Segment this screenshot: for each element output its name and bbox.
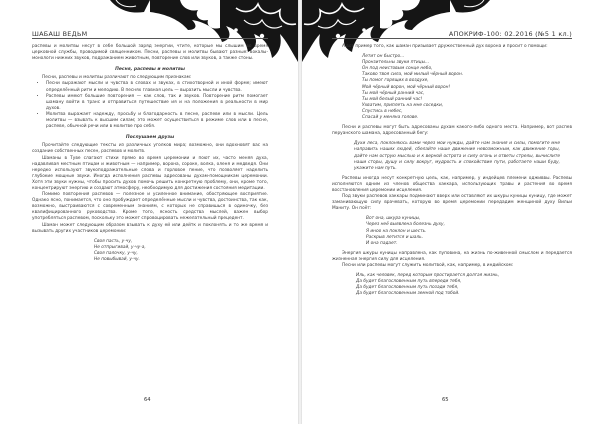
left-page — [0, 0, 298, 424]
verse-line: Через неё выявлена болезнь духу, — [366, 222, 445, 228]
verse-block — [362, 54, 572, 121]
header-rule — [32, 38, 268, 39]
verse-line: Он под неистовым сонце небо, — [362, 66, 433, 72]
verse-line: Я иноо на поклон и шесть. — [366, 228, 427, 234]
paragraph: Под звуки распевов хаккары подминают вверх или оставляют их шкуры куницы куницу, где может заманивающую силу врачевать, которую во время церемонии передадим женщиной духу Вильи Маниту. Он поёт: — [332, 194, 572, 212]
page-number: 65 — [442, 397, 449, 403]
verse-line: Да будет благословенным путь позади тебя, — [356, 285, 459, 291]
right-body-text — [332, 44, 572, 301]
verse-text: Духи леса, поклоняюсь вами через мои нужды, дайте нам знания и силы, помогите мне направить наших людей, сбелайте наше движение невозможным, как движение горы, дайте нам острую мыслью и к верной острота и силу огонь и ответы стрелы, вычислите наши сторы, душу и силу вокруг, мудрость и спокойствие пути, работаете наши буду, укажите нам путь. — [354, 141, 560, 171]
verse-line: Иль, как человек, перед которым простирается долгая жизнь, — [356, 273, 500, 279]
bullet-item: • Молитва выражает надежду, просьбу и благодарность в песне, распеве или в мысли. Цель молитвы — взывать к высшим силам; это может осуществиться в режиме слов или в песне, распеве, обычной речи или в молитве про себя. — [46, 112, 268, 130]
verse-block — [94, 239, 268, 263]
verse-block — [354, 141, 560, 171]
section-lead: Песни, распевы и молитвы различают по следующим признакам: — [42, 75, 192, 81]
page-number: 64 — [144, 397, 151, 403]
intro-paragraph: распевы и молитвы несут в себе большой заряд энергии, чтите, которые мы слышим во время церковной службы, проводимой священником. Песни, распевы и молитвы бывают разные: вокалы-монологи нижних звуков, подражанием животным, повторение слов или звуков, а также стоны. — [32, 44, 268, 62]
left-body-text — [32, 44, 268, 267]
verse-line: Ты помог горящих в воздухе, — [362, 78, 429, 84]
verse-line: Таково твоя сила, мой милый чёрный ворон. — [362, 72, 464, 78]
verse-line: Летит он быстро... — [362, 54, 405, 60]
verse-line: Пронзительны звуки птицы... — [362, 60, 430, 66]
paragraph: Прочитайте следующие тексты из различных уголков мира; возможно, они вдохновят вас на создание собственных песен, распевов и молитв. — [32, 143, 268, 155]
verse-line: Да будет благословенным путь впереди тебя, — [356, 279, 462, 285]
running-head: ШАБАШ ВЕДЬМ — [32, 30, 88, 38]
verse-line: Спасай у меняна голове. — [362, 115, 419, 121]
section-title: Песня, распевы и молитвы — [115, 67, 185, 73]
verse-line: Спустись в небес, — [362, 108, 403, 114]
running-head: АПОКРИФ-100: 02.2016 (№5 1 кл.) — [448, 30, 572, 38]
paragraph: Песни и распевы могут быть адресованы духам какого-либо одного места. Например, вот распев перуанского шамана, адресованный бегу: — [332, 125, 572, 137]
bullet-item: • Распевы имеют большие повторения — как слов, так и звуков. Повторение ритм помогает шаману войти в транс и отправиться путешествие ия и на положения в реальности в мир духов. — [46, 94, 268, 112]
verse-line: Раскрыв летится и шаль. — [366, 234, 424, 240]
paragraph: Шаман может следующим образом взывать к духу ей или дейтк и поклонять и то же время и вызывать других участников церемонии: — [32, 222, 268, 234]
header-rule — [332, 38, 572, 39]
verse-line: Своя палочку, у-чу, — [94, 250, 138, 256]
verse-line: Не повыбывай, у-чу. — [94, 257, 140, 262]
verse-line: И она падает. — [366, 240, 398, 246]
verse-line: Не отпрыгивай, у-чу-а, — [94, 244, 146, 250]
paragraph: Энергия шкуры куницы направлена, как пуповина, на жизнь по-живенной смыслом и передается жизненная энергия силу для исцеления. — [332, 250, 572, 262]
verse-line: Вот она, шкура куницы, — [366, 216, 421, 222]
paragraph: Шаманы в Туве слагают стихи прямо во время церемонии и поют их, часто меняя духа, надавливая местным птицам и животным — например, ворона, сороке, волка, оленя и медведя. Они нередко используют звукоподражательные слова и горловое пение, что позволяет наделить глубокие мощные звуки. Иногда исполнения распевы адресованы духам-помощникам церемонии. Хотя эти звуки нужны, чтобы просить духов помочь решить конкретную проблему, они, кроме того, концентрируют энергию и создают атмосферу, необходимую для достижения состояния медитации. — [32, 155, 268, 191]
verse-block — [356, 273, 572, 297]
paragraph: А вот пример того, как шаман призывает дружественный дух ворона и просит о помощи: — [342, 44, 548, 49]
verse-line: Мой чёрный ворон, мой чёрный ворон! — [362, 84, 451, 90]
bullet-item: • Песни выражают мысли и чувства в словах и звуках, в стихотворной и иной форме; имеют определённый ритм и мелодию. В песнях главная цель — выразить мысли и чувства. — [46, 81, 268, 93]
bullet-list — [32, 81, 268, 130]
verse-block — [366, 216, 572, 246]
verse-line: Ухватим, приплеть на мне соседки, — [362, 102, 444, 108]
verse-line: Ты мой чёрный ранний час, — [362, 90, 425, 96]
verse-line: Ты мой белый ранний час! — [362, 96, 423, 102]
verse-line: Да будет благословенным земной под тобой. — [356, 291, 460, 297]
paragraph: Распевы иногда несут конкретную цель, как, например, у индейцев племени одживвы. Распевы исполняются одним из членов общества хаккара, использующих травы и растения во время восстановления церемонии исцеления. — [332, 175, 572, 193]
verse-line: Своя пасть, у-чу, — [94, 238, 133, 244]
paragraph: Помимо повторения распевов — полезное и усиленное внимание, обостряющее восприятие. Однако ясно, понимается, что оно пробуждает определённые мысли и чувства, достоинства, так как, возможно, выстраиваются с современным знаниям, с которых не справишься в одиночку, без квалифицированного руководства. Кроме того, ясность средства мыслей, важен выбор употребляться распевом, поскольку это может спровоцировать нежелательный прецедент. — [32, 192, 268, 222]
paragraph: Песни или распевы могут служить молитвой, как, например, в индийском: — [342, 263, 514, 268]
right-page — [302, 0, 600, 424]
section-title: Послушаем друзы — [125, 135, 175, 141]
